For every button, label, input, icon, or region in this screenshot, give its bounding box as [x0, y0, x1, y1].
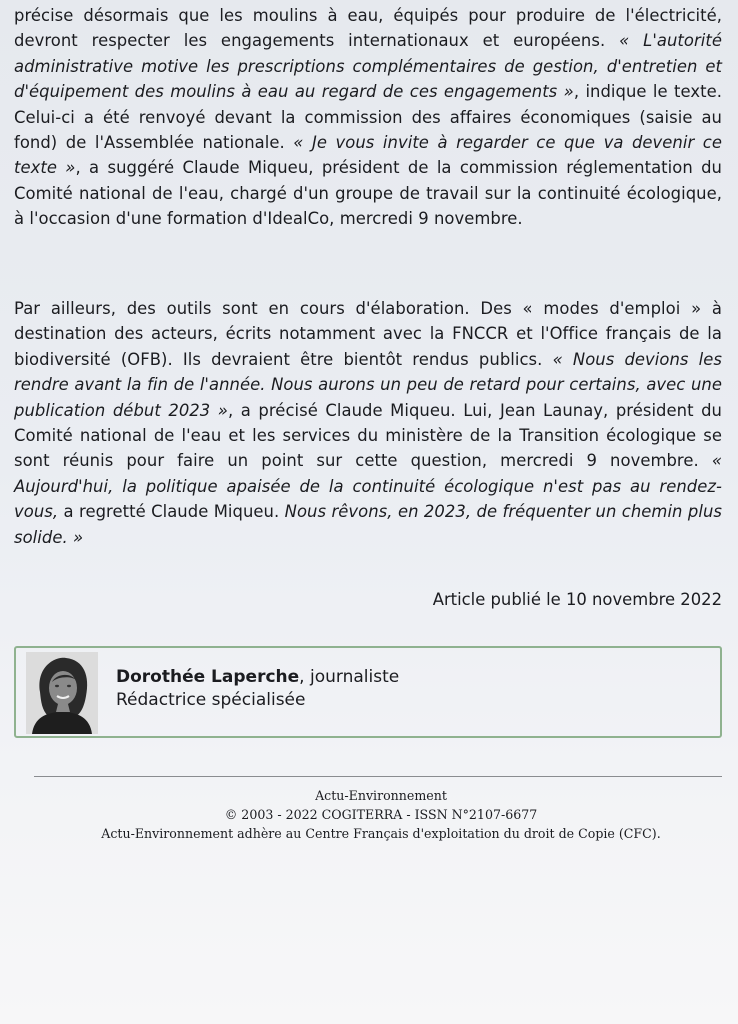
author-name-line	[116, 666, 399, 689]
footer-site-name: Actu-Environnement	[315, 788, 447, 803]
body-text: , a précisé Claude Miqueu. Lui, Jean Launay, président du Comité national de l'eau et les services du ministère de la Transition écologique se sont réunis pour faire un point sur cette question, mercredi 9 novembre.	[14, 400, 722, 471]
author-photo	[26, 652, 98, 734]
author-card	[14, 646, 722, 738]
quote-text: « L'autorité administrative motive les prescriptions complémentaires de gestion, d'entretien et d'équipement des moulins à eau au regard de ces engagements »	[14, 31, 722, 102]
body-text: Par ailleurs, des outils sont en cours d'élaboration. Des « modes d'emploi » à destination des acteurs, écrits notamment avec la FNCCR et l'Office français de la biodiversité (OFB). Ils devraient être bientôt rendus publics.	[14, 299, 722, 369]
author-role: , journaliste	[299, 667, 400, 687]
quote-text: Nous rêvons, en 2023, de fréquenter un chemin plus solide. »	[14, 502, 722, 547]
portrait-icon	[26, 652, 98, 734]
footer-copyright: © 2003 - 2022 COGITERRA - ISSN N°2107-6677	[224, 807, 538, 822]
author-name[interactable]: Dorothée Laperche	[116, 667, 300, 687]
quote-text: « Je vous invite à regarder ce que va devenir ce texte »	[14, 133, 722, 178]
quote-text: « Nous devions les rendre avant la fin de l'année. Nous aurons un peu de retard pour certains, avec une publication début 2023 »	[14, 349, 722, 420]
author-info	[116, 666, 399, 712]
author-title: Rédactrice spécialisée	[116, 690, 306, 710]
article-paragraph-1	[14, 3, 722, 232]
footer-cfc-notice: Actu-Environnement adhère au Centre Français d'exploitation du droit de Copie (CFC).	[101, 826, 661, 841]
body-text: , indique le texte. Celui-ci a été renvoyé devant la commission des affaires économiques (saisie au fond) de l'Assemblée nationale.	[14, 82, 722, 153]
body-text: a regretté Claude Miqueu.	[63, 502, 285, 522]
article-page	[14, 0, 722, 1024]
footer-divider	[34, 776, 722, 777]
publication-date: Article publié le 10 novembre 2022	[432, 590, 722, 609]
footer	[14, 786, 738, 843]
body-text: précise désormais que les moulins à eau, équipés pour produire de l'électricité, devront respecter les engagements internationaux et européens.	[14, 6, 722, 51]
body-text: , a suggéré Claude Miqueu, président de la commission réglementation du Comité national de l'eau, chargé d'un groupe de travail sur la continuité écologique, à l'occasion d'une formation d'IdealCo, mercredi 9 novembre.	[14, 158, 722, 229]
article-paragraph-2	[14, 296, 722, 550]
quote-text: « Aujourd'hui, la politique apaisée de la continuité écologique n'est pas au rendez-vous,	[14, 451, 722, 522]
